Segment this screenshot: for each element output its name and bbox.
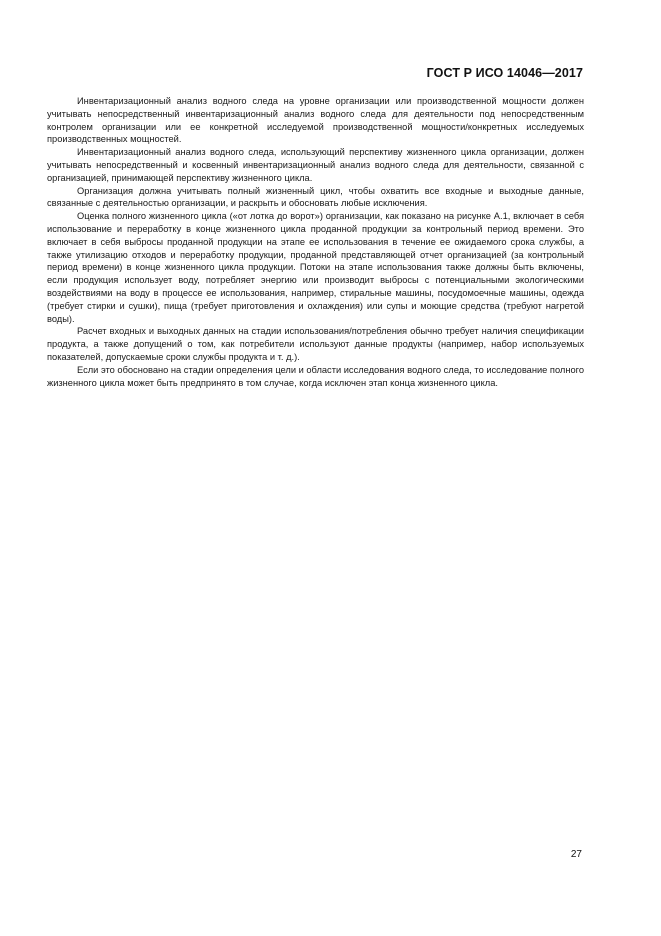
paragraph: Организация должна учитывать полный жизненный цикл, чтобы охватить все входные и выходные данные, связанные с деятельностью организации, и раскрыть и обосновать любые исключения. xyxy=(47,185,584,209)
page-number: 27 xyxy=(570,849,582,860)
page-header-standard-id: ГОСТ Р ИСО 14046—2017 xyxy=(426,66,583,80)
paragraph: Инвентаризационный анализ водного следа, использующий перспективу жизненного цикла организации, должен учитывать непосредственный и косвенный инвентаризационный анализ водного следа для деятельности, связанной с организацией, принимающей перспективу жизненного цикла. xyxy=(47,147,584,183)
paragraph: Инвентаризационный анализ водного следа на уровне организации или производственной мощности должен учитывать непосредственный инвентаризационный анализ водного следа для деятельности под непосредственным контролем организации или ее конкретной исследуемой производственной мощности/конкретных исследуемых производственных мощностей. xyxy=(47,96,584,145)
paragraph: Расчет входных и выходных данных на стадии использования/потребления обычно требует наличия спецификации продукта, а также допущений о том, как потребители используют данные продукты (например, набор используемых показателей, допускаемые сроки службы продукта и т. д.). xyxy=(47,326,584,362)
paragraph: Если это обосновано на стадии определения цели и области исследования водного следа, то исследование полного жизненного цикла может быть предпринято в том случае, когда исключен этап конца жизненного цикла. xyxy=(47,364,584,388)
document-body xyxy=(47,95,584,389)
paragraph: Оценка полного жизненного цикла («от лотка до ворот») организации, как показано на рисунке А.1, включает в себя использование и переработку в конце жизненного цикла проданной продукции за контрольный период времени. Это включает в себя выбросы проданной продукции на этапе ее использования в течение ее ожидаемого срока службы, а также утилизацию отходов и переработку продукции, проданной представляющей отчет организацией (за контрольный период времени) в конце жизненного цикла продукции. Потоки на этапе использования также должны быть включены, если продукция использует воду, потребляет энергию или производит выбросы с потенциальными экологическими воздействиями на воду в процессе ее использования, например, стиральные машины, посудомоечные машины, одежда (требует стирки и сушки), пища (требует приготовления и охлаждения) или супы и моющие средства (требуют нагретой воды). xyxy=(47,211,584,324)
